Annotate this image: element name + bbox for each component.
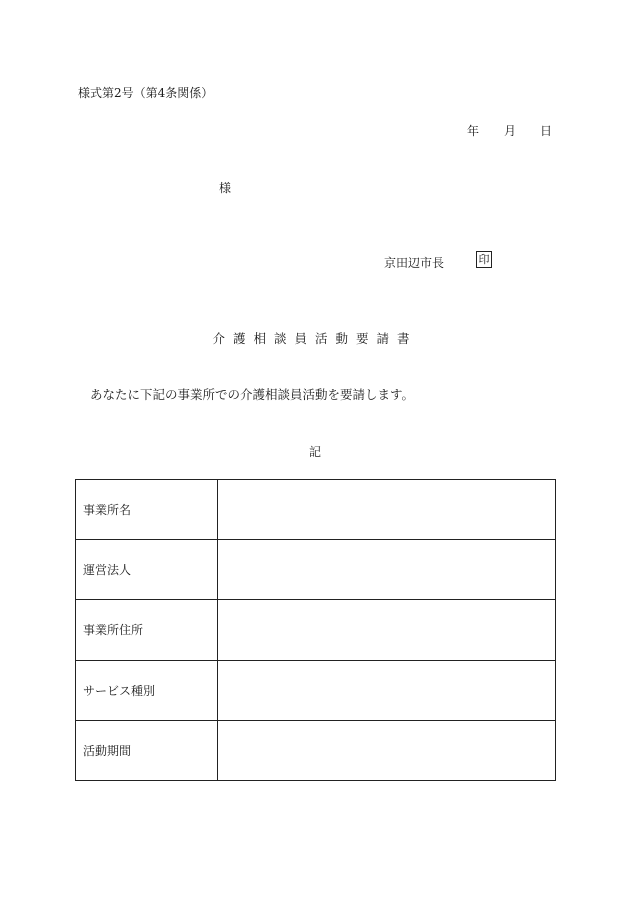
form-number: 様式第2号（第4条関係）	[78, 86, 214, 100]
row-label-facility-address: 事業所住所	[76, 600, 218, 660]
row-label-activity-period: 活動期間	[76, 720, 218, 780]
date-day-label: 日	[540, 124, 553, 138]
document-title: 介護相談員活動要請書	[212, 331, 418, 346]
row-value-service-type[interactable]	[218, 660, 556, 720]
date-year-label: 年	[467, 124, 480, 138]
row-value-facility-address[interactable]	[218, 600, 556, 660]
row-value-operating-corporation[interactable]	[218, 540, 556, 600]
table-row	[76, 540, 556, 600]
row-value-facility-name[interactable]	[218, 480, 556, 540]
table-row	[76, 660, 556, 720]
table-row	[76, 480, 556, 540]
document-body: あなたに下記の事業所での介護相談員活動を要請します。	[90, 387, 415, 402]
row-label-service-type: サービス種別	[76, 660, 218, 720]
date-month-label: 月	[504, 124, 517, 138]
seal-stamp: 印	[476, 251, 492, 268]
table-row	[76, 720, 556, 780]
table-row	[76, 600, 556, 660]
issuer-name: 京田辺市長	[384, 256, 445, 270]
ki-heading: 記	[308, 445, 321, 459]
row-label-facility-name: 事業所名	[76, 480, 218, 540]
row-label-operating-corporation: 運営法人	[76, 540, 218, 600]
addressee-suffix: 様	[219, 181, 232, 195]
row-value-activity-period[interactable]	[218, 720, 556, 780]
details-table	[75, 479, 556, 781]
